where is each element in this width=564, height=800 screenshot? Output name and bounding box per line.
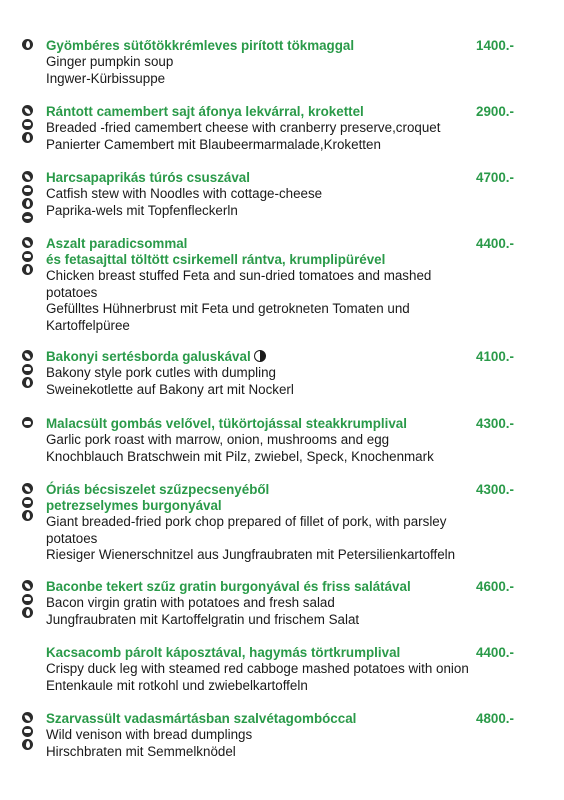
item-price: 2900.- <box>476 104 514 119</box>
allergen-icons <box>22 483 36 524</box>
item-description-en: Crispy duck leg with steamed red cabboge mashed potatoes with onion <box>46 661 469 676</box>
cloud-icon <box>22 594 33 605</box>
half-moon-icon <box>254 350 266 362</box>
allergen-icons <box>22 39 36 53</box>
item-name-line-2: és fetasajttal töltött csirkemell rántva, krumplipürével <box>46 252 386 267</box>
allergen-icons <box>22 171 36 225</box>
leaf-icon <box>22 171 33 182</box>
item-description-de: Knochblauch Bratschwein mit Pilz, zwiebel, Speck, Knochenmark <box>46 448 434 464</box>
item-description-en: Wild venison with bread dumplings <box>46 727 253 742</box>
item-description-de: Ingwer-Kürbissuppe <box>46 70 166 86</box>
item-description-de: Jungfraubraten mit Kartoffelgratin und frischem Salat <box>46 611 360 627</box>
leaf-icon <box>22 105 33 116</box>
leaf-icon <box>22 712 33 723</box>
item-price: 4300.- <box>476 482 514 497</box>
drop-icon <box>22 132 33 143</box>
cloud-icon <box>22 364 33 375</box>
cloud-icon <box>22 185 33 196</box>
drop-icon <box>22 607 33 618</box>
allergen-icons <box>22 417 36 431</box>
item-description-de: Entenkaule mit rotkohl und zwiebelkartoffeln <box>46 677 308 693</box>
drop-icon <box>22 264 33 275</box>
item-description-en: Giant breaded-fried pork chop prepared of fillet of pork, with parsley <box>46 514 447 529</box>
drop-icon <box>22 510 33 521</box>
allergen-icons <box>22 580 36 621</box>
cloud-icon <box>22 726 33 737</box>
item-name: Óriás bécsiszelet szűzpecsenyéből <box>46 482 270 497</box>
item-description-en: Breaded -fried camembert cheese with cranberry preserve,croquet <box>46 120 441 135</box>
item-description-en: Bacon virgin gratin with potatoes and fresh salad <box>46 595 335 610</box>
allergen-icons <box>22 105 36 146</box>
cloud-icon <box>22 417 33 428</box>
item-name: Malacsült gombás velővel, tükörtojással steakkrumplival <box>46 416 407 431</box>
leaf-icon <box>22 580 33 591</box>
drop-icon <box>22 198 33 209</box>
cloud-icon <box>22 497 33 508</box>
item-description-en: Bakony style pork cutles with dumpling <box>46 365 276 380</box>
drop-icon <box>22 377 33 388</box>
allergen-icons <box>22 237 36 278</box>
item-description-de: Panierter Camembert mit Blaubeermarmalade,Kroketten <box>46 136 381 152</box>
leaf-icon <box>22 483 33 494</box>
item-name: Gyömbéres sütőtökkrémleves pirított tökmaggal <box>46 38 355 53</box>
item-name: Rántott camembert sajt áfonya lekvárral, krokettel <box>46 104 364 119</box>
item-price: 4100.- <box>476 349 514 364</box>
item-name-row <box>46 349 524 365</box>
leaf-icon <box>22 350 33 361</box>
item-description-en-cont: potatoes <box>46 530 98 546</box>
drop-icon <box>22 39 33 50</box>
item-name: Bakonyi sertésborda galuskával <box>46 349 251 364</box>
item-price: 4600.- <box>476 579 514 594</box>
item-description-de: Hirschbraten mit Semmelknödel <box>46 743 236 759</box>
item-price: 4400.- <box>476 645 514 660</box>
item-description-en: Ginger pumpkin soup <box>46 54 174 69</box>
cloud-icon <box>22 251 33 262</box>
item-price: 4800.- <box>476 711 514 726</box>
item-name-line-2: petrezselymes burgonyával <box>46 498 222 513</box>
item-name: Harcsapaprikás túrós csuszával <box>46 170 250 185</box>
item-name: Baconbe tekert szűz gratin burgonyával és friss salátával <box>46 579 411 594</box>
item-name: Aszalt paradicsommal <box>46 236 188 251</box>
item-description-de: Gefülltes Hühnerbrust mit Feta und getrokneten Tomaten und <box>46 301 410 317</box>
item-price: 4300.- <box>476 416 514 431</box>
allergen-icons <box>22 350 36 391</box>
fish-icon <box>22 212 33 223</box>
item-description-en: Catfish stew with Noodles with cottage-cheese <box>46 186 323 201</box>
item-description-en: Chicken breast stuffed Feta and sun-dried tomatoes and mashed <box>46 268 432 283</box>
allergen-icons <box>22 712 36 753</box>
item-price: 4700.- <box>476 170 514 185</box>
item-price: 1400.- <box>476 38 514 53</box>
item-description-de: Paprika-wels mit Topfenfleckerln <box>46 202 238 218</box>
item-description-de: Sweinekotlette auf Bakony art mit Nockerl <box>46 381 294 397</box>
item-description-de: Riesiger Wienerschnitzel aus Jungfraubraten mit Petersilienkartoffeln <box>46 547 456 563</box>
item-description-en: Garlic pork roast with marrow, onion, mushrooms and egg <box>46 432 390 447</box>
cloud-icon <box>22 119 33 130</box>
item-price: 4400.- <box>476 236 514 251</box>
drop-icon <box>22 739 33 750</box>
leaf-icon <box>22 237 33 248</box>
item-name: Szarvassült vadasmártásban szalvétagombóccal <box>46 711 357 726</box>
item-name: Kacsacomb párolt káposztával, hagymás törtkrumplival <box>46 645 401 660</box>
item-description-en-cont: potatoes <box>46 284 98 300</box>
item-description-de-cont: Kartoffelpüree <box>46 317 130 333</box>
